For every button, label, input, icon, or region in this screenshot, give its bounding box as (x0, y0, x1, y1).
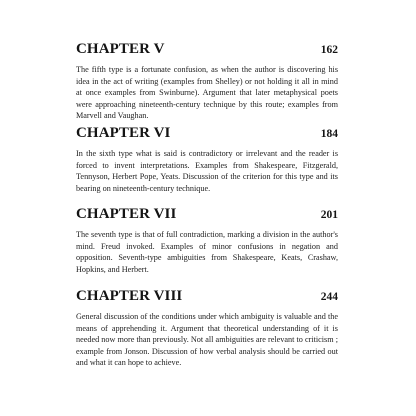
chapter-header (76, 40, 338, 58)
chapter-title: CHAPTER VI (76, 125, 171, 141)
chapter-header (76, 205, 338, 223)
chapter-header (76, 287, 338, 305)
chapter-title: CHAPTER V (76, 41, 165, 57)
chapter-page-number: 184 (320, 128, 338, 140)
chapter-title: CHAPTER VII (76, 206, 177, 222)
chapter-entry-7 (76, 205, 338, 275)
chapter-summary: The seventh type is that of full contradiction, marking a division in the author's mind. Freud invoked. Examples of minor confusions in negation and opposition. Seventh-type ambiguities from Shakespeare, Keats, Crashaw, Hopkins, and Herbert. (76, 230, 338, 274)
chapter-summary: In the sixth type what is said is contradictory or irrelevant and the reader is forced to invent interpretations. Examples from Shakespeare, Fitzgerald, Tennyson, Herbert Pope, Yeats. Discussion of the criterion for this type and its bearing on nineteenth-century technique. (76, 149, 338, 193)
chapter-summary: The fifth type is a fortunate confusion, as when the author is discovering his idea in the act of writing (examples from Shelley) or not holding it all in mind at once examples from Swinburne). Argument that later metaphysical poets were approaching nineteenth-century technique by this route; examples from Marvell and Vaughan. (76, 65, 338, 120)
chapter-page-number: 201 (320, 209, 338, 221)
chapter-page-number: 244 (320, 291, 338, 303)
chapter-header (76, 124, 338, 142)
chapter-title: CHAPTER VIII (76, 288, 183, 304)
chapter-entry-6 (76, 124, 338, 194)
chapter-summary: General discussion of the conditions under which ambiguity is valuable and the means of apprehending it. Argument that theoretical understanding of it is needed now more than previously. Not all ambiguities are relevant to criticism ; example from Jonson. Discussion of how verbal analysis should be carried out and what it can hope to achieve. (76, 312, 338, 367)
chapter-entry-5 (76, 40, 338, 122)
chapter-page-number: 162 (320, 44, 338, 56)
chapter-entry-8 (76, 287, 338, 369)
